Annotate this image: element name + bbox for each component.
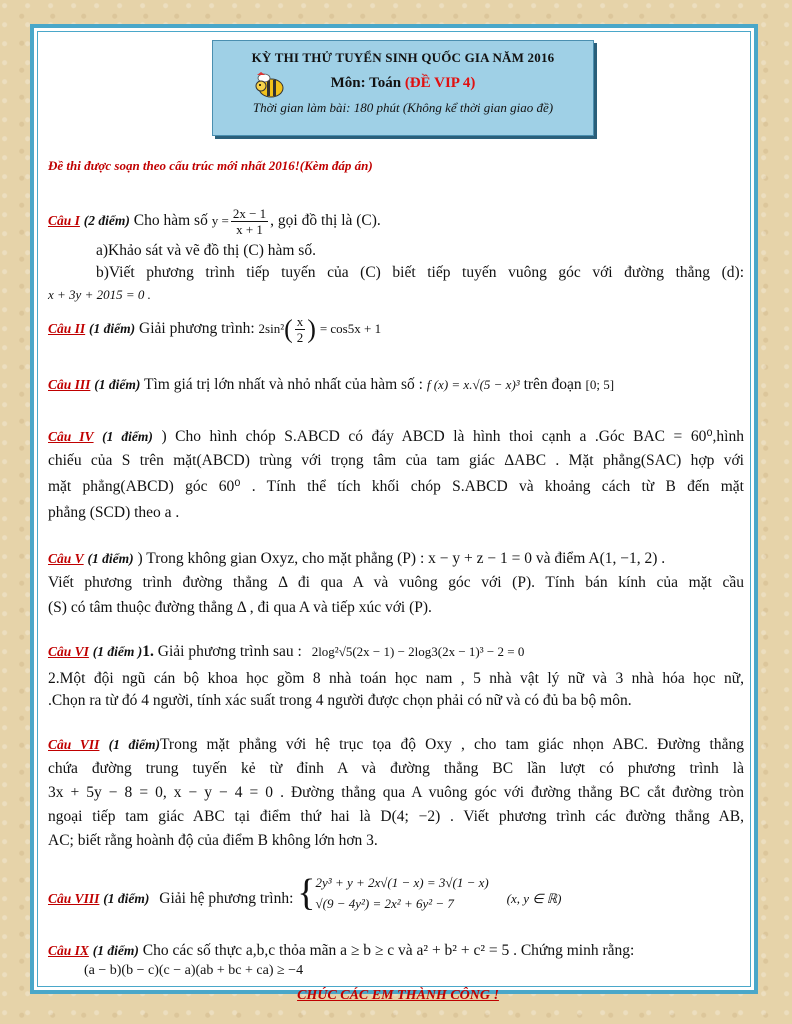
q8-brace: {	[297, 872, 316, 914]
q2-pre: 2sin²	[258, 321, 285, 337]
q6-eq: 2log²√5(2x − 1) − 2log3(2x − 1)³ − 2 = 0	[311, 644, 525, 659]
q9-points: (1 điểm)	[92, 943, 139, 958]
q6-l1: Giải phương trình sau :	[157, 643, 302, 660]
q5-l1: ) Trong không gian Oxyz, cho mặt phẳng (P) : x − y + z − 1 = 0 và điểm A(1, −1, 2) .	[137, 550, 666, 567]
bee-mascot-icon	[253, 71, 287, 99]
q2-fraction	[295, 314, 306, 345]
q3-label: Câu III	[48, 377, 91, 392]
q2-num: x	[296, 314, 304, 329]
q7-l5: AC; biết rằng hoành độ của điểm B không lớn hơn 3.	[48, 832, 378, 849]
q9-l1: Cho các số thực a,b,c thỏa mãn a ≥ b ≥ c và a² + b² + c² = 5 . Chứng minh rằng:	[142, 942, 635, 959]
q4-l1: ) Cho hình chóp S.ABCD có đáy ABCD là hình thoi cạnh a .Góc BAC = 60⁰,hình	[161, 428, 744, 445]
intro-note: Đề thi được soạn theo cấu trúc mới nhất 2016!(Kèm đáp án)	[48, 158, 373, 173]
page-frame	[30, 24, 758, 1003]
q1-b2: x + 3y + 2015 = 0 .	[48, 287, 151, 302]
q3-fx: f (x) = x.√(5 − x)³	[426, 377, 520, 392]
q3-text1: Tìm giá trị lớn nhất và nhỏ nhất của hàm số :	[144, 376, 423, 393]
q2-text: Giải phương trình:	[139, 320, 255, 338]
q9-line1	[48, 940, 634, 962]
q4-line1	[48, 426, 744, 448]
q1-num: 2x − 1	[232, 206, 267, 221]
q3-points: (1 điểm)	[94, 377, 141, 392]
q7-l4: ngoại tiếp tam giác ABC tại điểm thứ hai là D(4; −2) . Viết phương trình các đường thẳng AB,	[48, 808, 744, 825]
q1-a: a)Khảo sát và vẽ đồ thị (C) hàm số.	[96, 242, 316, 259]
q8-label: Câu VIII	[48, 890, 100, 906]
q1-text1: Cho hàm số	[133, 212, 208, 230]
subject-label: Môn: Toán	[330, 75, 402, 91]
exam-header	[212, 40, 594, 136]
q4-l3: mặt phẳng(ABCD) góc 60⁰ . Tính thể tích khối chóp S.ABCD và khoảng cách từ B đến mặt	[48, 478, 744, 495]
q1-line1	[48, 206, 381, 237]
q7-line1	[48, 734, 744, 756]
q6-l3: .Chọn ra từ đó 4 người, tính xác suất trong 4 người được chọn phải có nữ và có đủ ba bộ môn.	[48, 692, 632, 709]
q7-l2: chứa đường trung tuyến kẻ từ đỉnh A và đường thẳng BC lần lượt có phương trình là	[48, 760, 744, 777]
q2-line: Câu II (1 điểm) Giải phương trình: 2sin²( $\frac{x}{2}$ ) = cos5x + 1	[48, 314, 382, 345]
q6-points: (1 điểm )	[92, 644, 143, 659]
q8-text: Giải hệ phương trình:	[159, 889, 294, 907]
q9-label: Câu IX	[48, 943, 89, 958]
q2-den: 2	[296, 330, 304, 345]
q5-label: Câu V	[48, 551, 84, 566]
subject-tag: (ĐỀ VIP 4)	[404, 75, 476, 91]
q6-part1-number: 1.	[142, 643, 154, 660]
q6-label: Câu VI	[48, 644, 89, 659]
q8-eq2: √(9 − 4y²) = 2x² + 6y² − 7	[315, 896, 454, 911]
q1-points: (2 điểm)	[83, 213, 130, 229]
q4-l2: chiếu của S trên mặt(ABCD) trùng với trọng tâm của tam giác ΔABC . Mặt phẳng(SAC) hợp với	[48, 452, 744, 469]
closing-wrap	[48, 984, 748, 1007]
q5-line1	[48, 548, 665, 570]
q1-fx: y =	[211, 213, 229, 229]
q6-l2: 2.Một đội ngũ cán bộ khoa học gồm 8 nhà toán học nam , 5 nhà vật lý nữ và 3 nhà hóa học nữ,	[48, 670, 744, 687]
q5-l2: Viết phương trình đường thẳng Δ đi qua A và vuông góc với (P). Tính bán kính của mặt cầu	[48, 574, 744, 591]
q4-label: Câu IV	[48, 429, 94, 444]
q8-domain: (x, y ∈ ℝ)	[506, 890, 562, 906]
exam-time: Thời gian làm bài: 180 phút (Không kể thời gian giao đề)	[252, 100, 554, 115]
q8-line	[48, 872, 561, 914]
q6-line1	[48, 641, 524, 663]
q8-points: (1 điểm)	[103, 890, 150, 906]
q7-l3: 3x + 5y − 8 = 0, x − y − 4 = 0 . Đường thẳng qua A vuông góc với đường thẳng BC cắt đường tròn	[48, 784, 744, 801]
q7-l1: Trong mặt phẳng với hệ trục tọa độ Oxy , cho tam giác nhọn ABC. Đường thẳng	[160, 736, 744, 753]
q4-points: (1 điểm)	[102, 429, 153, 444]
q1-text2: , gọi đồ thị là (C).	[270, 212, 381, 230]
q2-post: = cos5x + 1	[319, 321, 382, 337]
q2-points: (1 điểm)	[89, 321, 136, 337]
q3-text2: trên đoạn	[523, 376, 582, 393]
q9-l2: (a − b)(b − c)(c − a)(ab + bc + ca) ≥ −4	[84, 963, 304, 978]
q8-system	[316, 872, 489, 914]
q1-den: x + 1	[236, 222, 263, 237]
q3-line	[48, 374, 614, 396]
q1-b: b)Viết phương trình tiếp tuyến của (C) biết tiếp tuyến vuông góc với đường thẳng (d):	[96, 264, 744, 281]
q2-label: Câu II	[48, 321, 86, 337]
q7-points: (1 điểm)	[108, 737, 160, 752]
q8-eq1: 2y³ + y + 2x√(1 − x) = 3√(1 − x)	[315, 875, 489, 890]
q1-fraction	[231, 206, 268, 237]
q5-points: (1 điểm)	[87, 551, 134, 566]
q7-label: Câu VII	[48, 737, 100, 752]
exam-title: KỲ THI THỬ TUYỂN SINH QUỐC GIA NĂM 2016	[251, 50, 555, 65]
q5-l3: (S) có tâm thuộc đường thẳng Δ , đi qua A và tiếp xúc với (P).	[48, 599, 432, 616]
q3-interval: [0; 5]	[585, 377, 615, 392]
closing-message: CHÚC CÁC EM THÀNH CÔNG !	[297, 988, 499, 1003]
q4-l4: phẳng (SCD) theo a .	[48, 504, 180, 521]
q1-label: Câu I	[48, 213, 80, 229]
